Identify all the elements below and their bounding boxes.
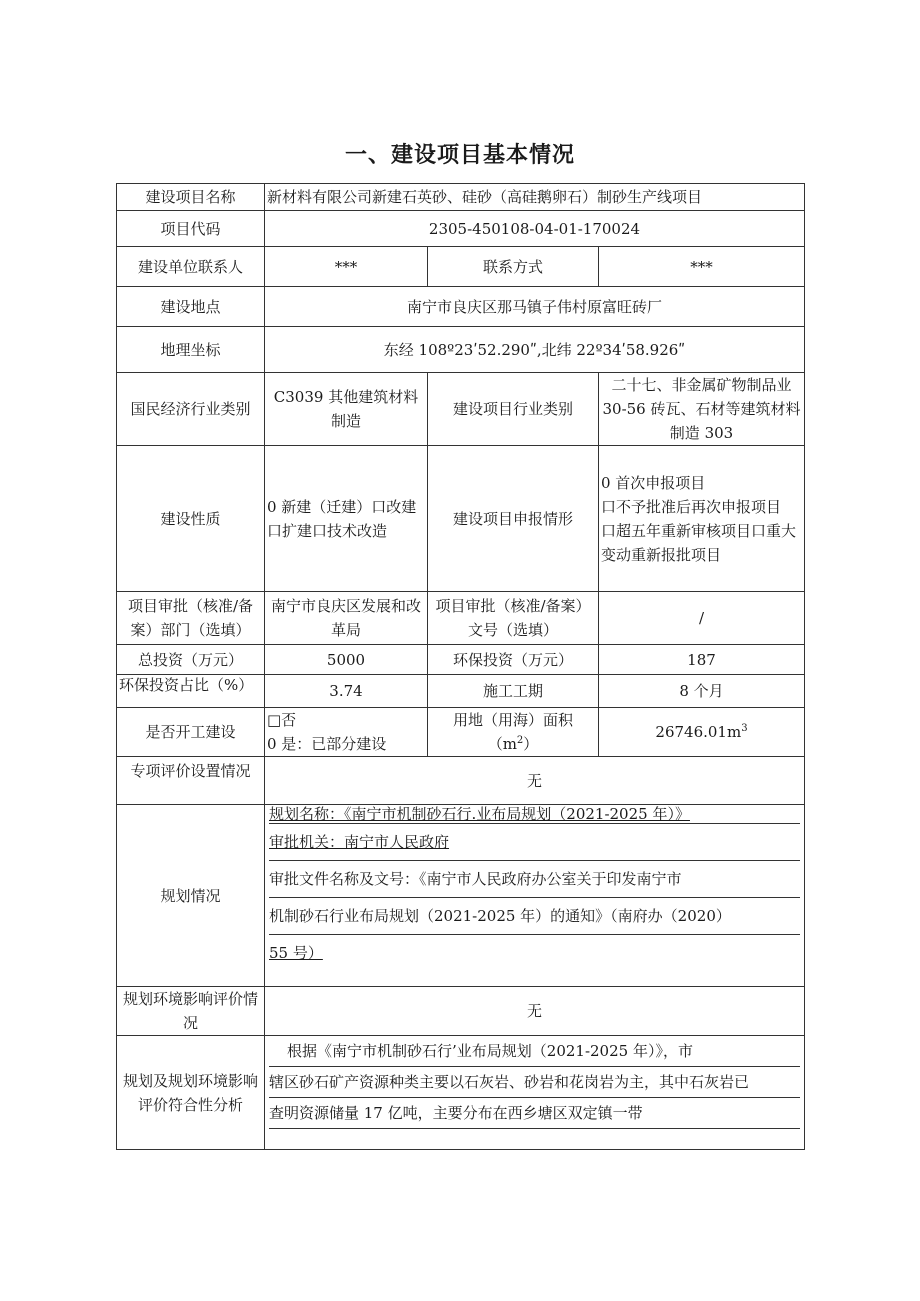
analysis-line-1 [269,1036,800,1067]
nature-label: 建设性质 [117,446,265,592]
coord-value: 东经 108º23ʹ52.290ʺ,北纬 22º34ʹ58.926ʺ [265,327,805,373]
phone-value: *** [599,247,805,287]
special-label: 专项评价设置情况 [117,757,265,805]
approval-no-value: / [599,592,805,645]
approval-dept-label: 项目审批（核准/备案）部门（选填） [117,592,265,645]
plan-label: 规划情况 [117,805,265,987]
page-title: 一、建设项目基本情况 [344,143,575,168]
area-value-text: 26746.01m [655,723,742,741]
phone-label: 联系方式 [428,247,599,287]
project-industry-label: 建设项目行业类别 [428,373,599,446]
contact-label: 建设单位联系人 [117,247,265,287]
plan-line-4: 机制砂石行业布局规划（2021-2025 年）的通知》（南府办（2020） [269,898,800,935]
name-value: 新材料有限公司新建石英砂、硅砂（高硅鹅卵石）制砂生产线项目 [265,184,805,211]
project-info-table [116,183,805,1150]
period-label: 施工工期 [428,675,599,708]
period-value: 8 个月 [599,675,805,708]
special-value: 无 [265,757,805,805]
analysis-line-3: 查明资源储量 17 亿吨，主要分布在西乡塘区双定镇一带 [269,1098,800,1129]
coord-label: 地理坐标 [117,327,265,373]
code-value: 2305-450108-04-01-170024 [265,211,805,247]
plan-value [265,805,805,987]
name-label: 建设项目名称 [117,184,265,211]
invest-value: 5000 [265,645,428,675]
approval-dept-value: 南宁市良庆区发展和改革局 [265,592,428,645]
approval-no-label: 项目审批（核准/备案）文号（选填） [428,592,599,645]
ratio-value: 3.74 [265,675,428,708]
contact-value: *** [265,247,428,287]
plan-line-5-text: 55 号） [269,944,323,962]
industry-value: C3039 其他建筑材料制造 [265,373,428,446]
analysis-line-1-text: 根据《南宁市机制砂石行’业布局规划（2021-2025 年）》，市 [287,1042,693,1060]
plan-line-3: 审批文件名称及文号：《南宁市人民政府办公室关于印发南宁市 [269,861,800,898]
report-option-first: 0 首次申报项目 [601,473,706,492]
area-label [428,708,599,757]
started-value [265,708,428,757]
analysis-value [265,1036,805,1150]
code-label: 项目代码 [117,211,265,247]
started-option-no: □否 [267,711,297,729]
started-label: 是否开工建设 [117,708,265,757]
industry-label: 国民经济行业类别 [117,373,265,446]
analysis-line-blank [269,1129,800,1149]
area-label-end: ） [523,735,539,753]
plan-line-1 [269,805,800,824]
analysis-label: 规划及规划环境影响评价符合性分析 [117,1036,265,1150]
plan-line-1-text: 规划名称：《南宁市机制砂石行.业布局规划（2021-2025 年）》 [269,805,690,823]
ratio-label-text: 环保投资占比（%） [119,676,254,694]
report-label: 建设项目申报情形 [428,446,599,592]
started-option-yes: 0 是：已部分建设 [267,735,387,753]
env-invest-label: 环保投资（万元） [428,645,599,675]
nature-value: 0 新建（迁建）口改建口扩建口技术改造 [265,446,428,592]
area-value-sup: 3 [741,723,748,734]
plan-env-label: 规划环境影响评价情况 [117,987,265,1036]
plan-line-5 [269,935,800,971]
invest-label: 总投资（万元） [117,645,265,675]
plan-line-2 [269,824,800,861]
location-value: 南宁市良庆区那马镇子伟村原富旺砖厂 [265,287,805,327]
ratio-label [117,675,265,708]
area-value [599,708,805,757]
project-industry-value: 二十七、非金属矿物制品业30-56 砖瓦、石材等建筑材料制造 303 [599,373,805,446]
analysis-line-2: 辖区砂石矿产资源种类主要以石灰岩、砂岩和花岗岩为主，其中石灰岩已 [269,1067,800,1098]
location-label: 建设地点 [117,287,265,327]
report-option-resubmit: 口不予批准后再次申报项目 [601,497,782,516]
area-label-sup: 2 [516,735,524,746]
plan-env-value: 无 [265,987,805,1036]
plan-line-2-text: 审批机关：南宁市人民政府 [269,833,450,851]
report-option-review: 口超五年重新审核项目口重大变动重新报批项目 [601,521,797,564]
area-label-text: 用地（用海）面积（m [452,711,573,753]
report-value [599,446,805,592]
env-invest-value: 187 [599,645,805,675]
